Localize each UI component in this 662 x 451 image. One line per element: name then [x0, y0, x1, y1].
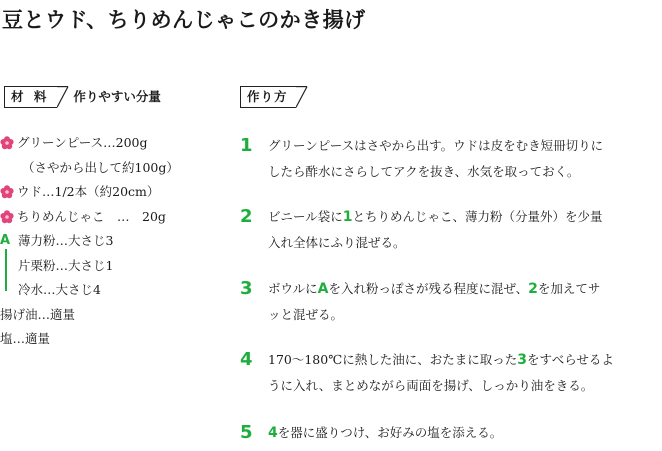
step-text-run: を加えてサ — [537, 281, 601, 296]
ingredients-tab-label: 材 料 — [4, 86, 57, 108]
ingredient-item — [0, 131, 225, 156]
step-reference: 4 — [268, 425, 278, 441]
method-tab-label: 作り方 — [240, 86, 296, 108]
step-line — [268, 276, 660, 302]
step-text-run: 170〜180℃に熱した油に、おたまに取った — [268, 352, 518, 367]
ingredient-text: （さやから出して約100g） — [22, 159, 179, 175]
step-1 — [240, 133, 660, 185]
step-text — [268, 276, 660, 328]
step-text-run: とちりめんじゃこ、薄力粉（分量外）を少量 — [352, 209, 603, 224]
step-text-run: をすべらせるよ — [526, 352, 614, 367]
step-2 — [240, 204, 660, 256]
step-reference: 1 — [342, 209, 353, 225]
ingredients-tab-sub: 作りやすい分量 — [73, 89, 161, 104]
ingredient-item — [0, 205, 225, 230]
ingredient-item — [0, 180, 225, 205]
step-reference: 3 — [517, 352, 527, 368]
ingredients-tab — [4, 86, 161, 108]
recipe-title: 豆とウド、ちりめんじゃこのかき揚げ — [2, 8, 366, 32]
tab-slash-icon — [296, 86, 308, 108]
step-text-run: を器に盛りつけ、お好みの塩を添える。 — [277, 425, 503, 440]
step-line — [268, 204, 660, 230]
step-line — [268, 133, 660, 159]
ingredient-text: ウド…1/2本（約20cm） — [17, 184, 160, 199]
step-4 — [240, 347, 660, 399]
step-3 — [240, 276, 660, 328]
ingredient-text: 塩…適量 — [0, 331, 51, 346]
step-text-run: うに入れ、まとめながら両面を揚げ、しっかり油をきる。 — [268, 378, 594, 393]
ingredient-item — [0, 156, 225, 181]
flower-icon — [0, 185, 14, 199]
step-text-run: を入れ粉っぽさが残る程度に混ぜ、 — [328, 281, 529, 296]
step-text — [268, 420, 660, 446]
ingredient-text: 片栗粉…大さじ1 — [18, 257, 114, 273]
tab-slash-icon — [57, 86, 69, 108]
ingredient-list — [0, 131, 225, 352]
group-a-marker: A — [0, 233, 11, 248]
step-text-run: ボウルに — [268, 281, 318, 296]
step-text-run: ッと混ぜる。 — [268, 307, 344, 322]
step-number: 5 — [240, 422, 253, 443]
ingredient-item — [0, 303, 225, 328]
method-tab — [240, 86, 308, 108]
step-line — [268, 347, 660, 373]
step-line — [268, 420, 660, 446]
step-text-run: したら酢水にさらしてアクを抜き、水気を取っておく。 — [268, 164, 580, 179]
ingredient-text: 薄力粉…大さじ3 — [18, 233, 114, 248]
ingredient-item — [0, 254, 225, 279]
step-line — [268, 302, 660, 328]
step-line — [268, 159, 660, 185]
ingredient-text: グリーンピース…200g — [17, 135, 148, 150]
step-text-run: ビニール袋に — [268, 209, 343, 224]
ingredient-item — [0, 229, 225, 254]
flower-icon — [0, 136, 14, 150]
step-number: 1 — [240, 135, 253, 156]
step-number: 3 — [240, 278, 253, 299]
step-number: 4 — [240, 349, 253, 370]
step-reference: 2 — [528, 281, 538, 297]
step-text-run: 入れ全体にふり混ぜる。 — [268, 235, 406, 250]
step-line — [268, 230, 660, 256]
step-number: 2 — [240, 206, 253, 227]
flower-icon — [0, 210, 14, 224]
step-reference: A — [317, 281, 329, 297]
ingredient-item — [0, 278, 225, 303]
step-text — [268, 347, 660, 399]
ingredient-item — [0, 327, 225, 352]
ingredient-text: 冷水…大さじ4 — [18, 282, 101, 297]
ingredient-text: 揚げ油…適量 — [0, 306, 76, 322]
group-a-bracket — [5, 249, 7, 291]
step-text — [268, 204, 660, 256]
step-line — [268, 373, 660, 399]
step-text — [268, 133, 660, 185]
step-text-run: グリーンピースはさやから出す。ウドは皮をむき短冊切りに — [268, 138, 604, 153]
step-5 — [240, 420, 660, 446]
ingredient-text: ちりめんじゃこ … 20g — [17, 208, 166, 224]
